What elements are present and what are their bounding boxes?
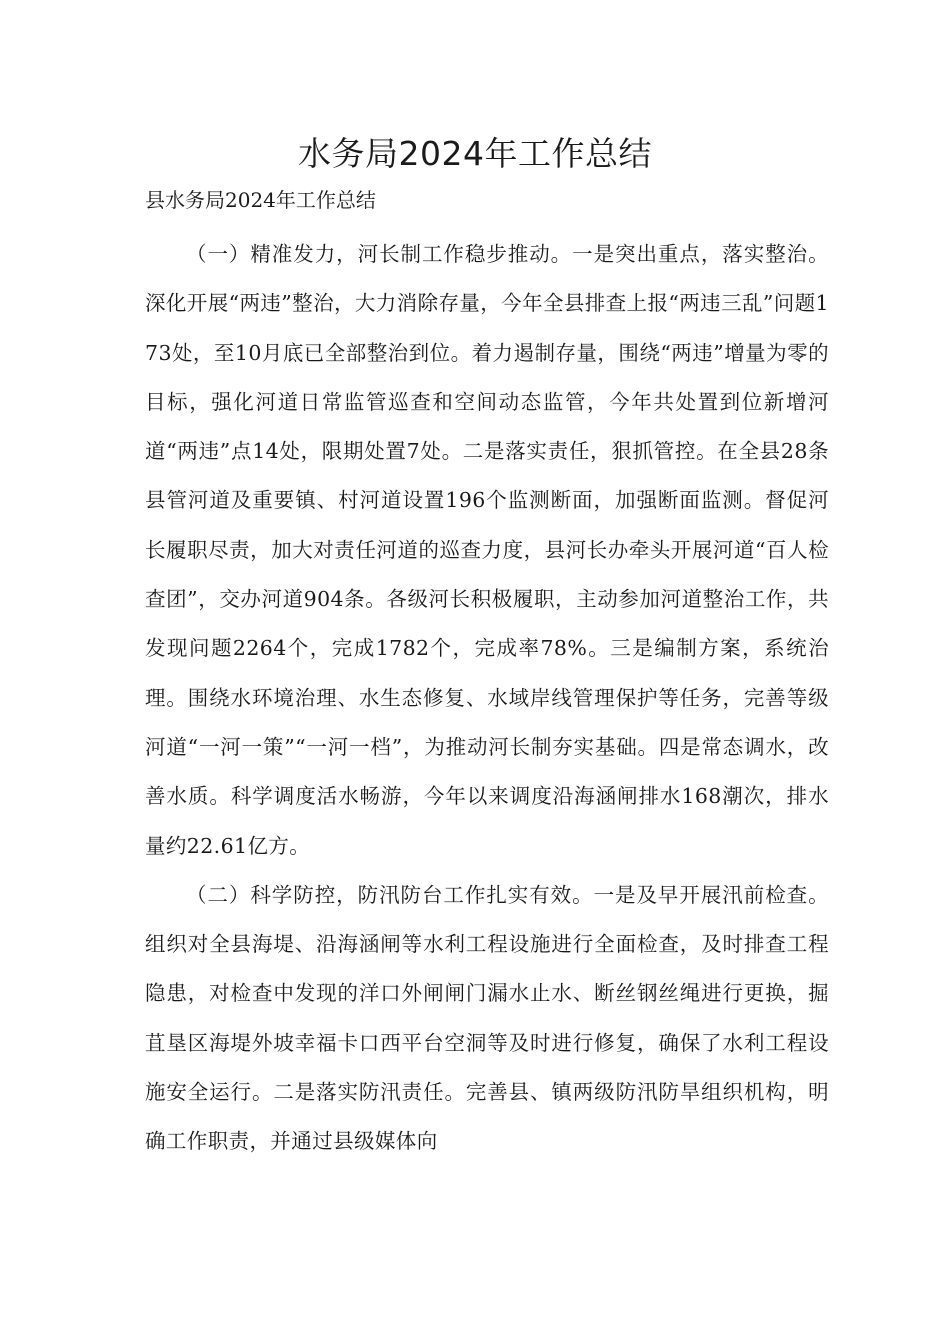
paragraph-river-chief: （一）精准发力，河长制工作稳步推动。一是突出重点，落实整治。深化开展“两违”整治，大力消除存量，今年全县排查上报“两违三乱”问题173处，至10月底已全部整治到位。着力遏制存量，围绕“两违”增量为零的目标，强化河道日常监管巡查和空间动态监管，今年共处置到位新增河道“两违”点14处，限期处置7处。二是落实责任，狠抓管控。在全县28条县管河道及重要镇、村河道设置196个监测断面，加强断面监测。督促河长履职尽责，加大对责任河道的巡查力度，县河长办牵头开展河道“百人检查团”，交办河道904条。各级河长积极履职，主动参加河道整治工作，共发现问题2264个，完成1782个，完成率78%。三是编制方案，系统治理。围绕水环境治理、水生态修复、水域岸线管理保护等任务，完善等级河道“一河一策”“一河一档”，为推动河长制夯实基础。四是常态调水，改善水质。科学调度活水畅游，今年以来调度沿海涵闸排水168潮次，排水量约22.61亿方。 xyxy=(145,242,829,858)
document-subtitle: 县水务局2024年工作总结 xyxy=(145,188,376,212)
document-title: 水务局2024年工作总结 xyxy=(298,134,652,173)
paragraph-flood-control: （二）科学防控，防汛防台工作扎实有效。一是及早开展汛前检查。组织对全县海堤、沿海涵闸等水利工程设施进行全面检查，及时排查工程隐患，对检查中发现的洋口外闸闸门漏水止水、断丝钢丝绳进行更换，掘苴垦区海堤外坡幸福卡口西平台空洞等及时进行修复，确保了水利工程设施安全运行。二是落实防汛责任。完善县、镇两级防汛防旱组织机构，明确工作职责，并通过县级媒体向 xyxy=(145,882,829,1154)
document-body xyxy=(145,230,829,1167)
